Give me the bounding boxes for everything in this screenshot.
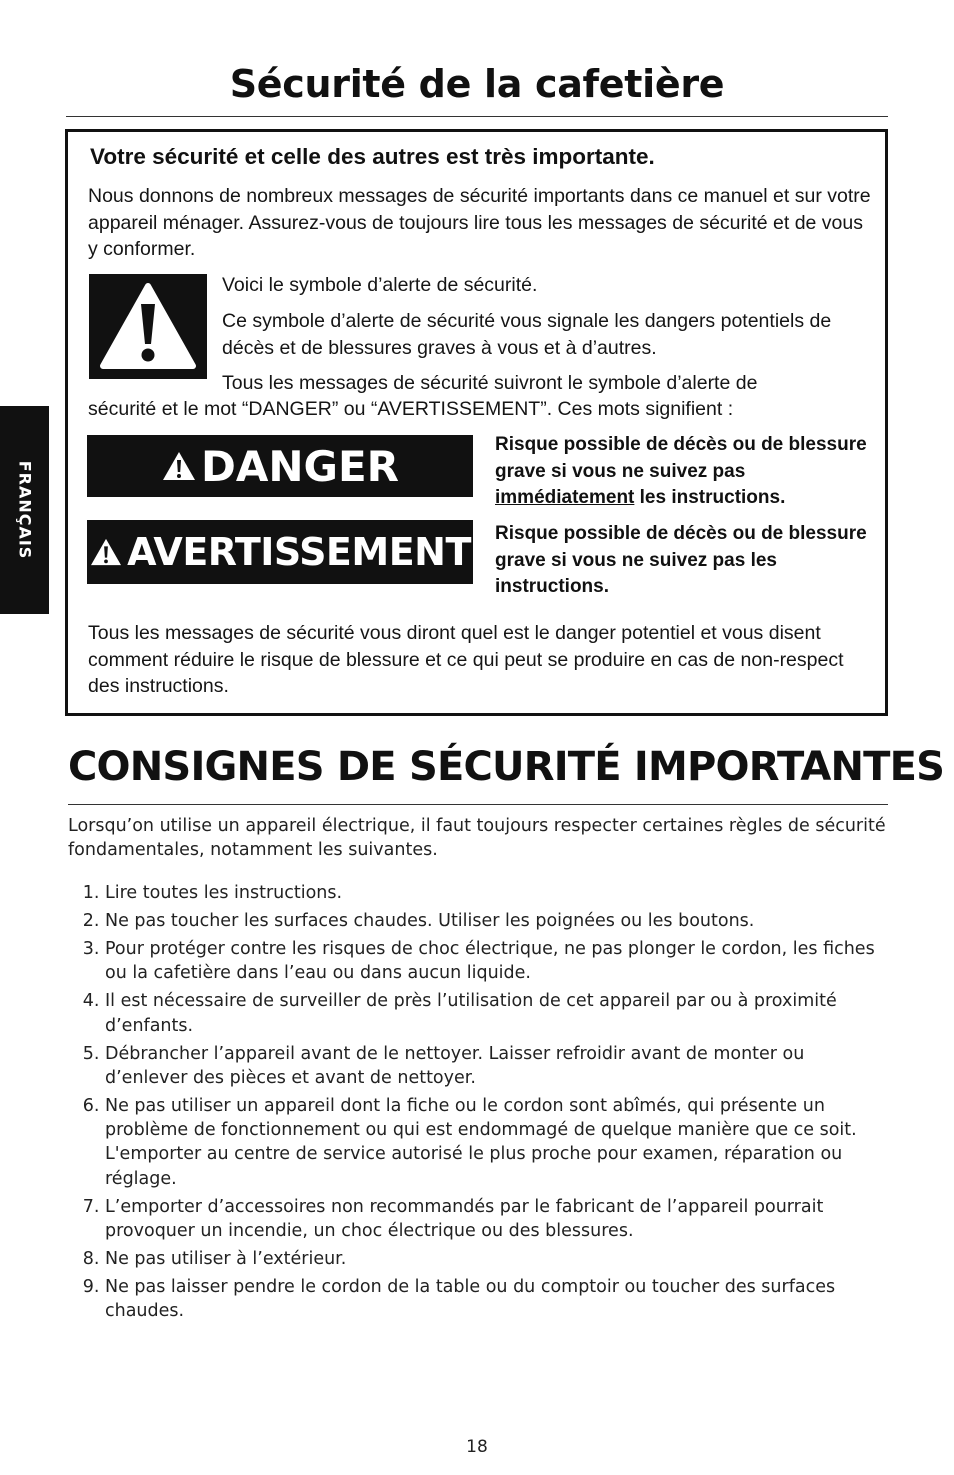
list-item: 4. Il est nécessaire de surveiller de près l’utilisation de cet appareil par ou à proximité d’enfants. xyxy=(82,991,837,1036)
section-divider xyxy=(68,804,888,805)
safety-box-footer: Tous les messages de sécurité vous diront quel est le danger potentiel et vous disent comment réduire le risque de blessure et ce qui peut se produire en cas de non-respect des instructions. xyxy=(88,622,844,697)
danger-signal-label xyxy=(87,435,473,497)
page-title: Sécurité de la cafetière xyxy=(229,62,725,106)
section-title: CONSIGNES DE SÉCURITÉ IMPORTANTES xyxy=(68,744,945,790)
danger-description: Risque possible de décès ou de blessure grave si vous ne suivez pas immédiatement les instructions. xyxy=(495,434,867,508)
list-item: 2. Ne pas toucher les surfaces chaudes. Utiliser les poignées ou les boutons. xyxy=(82,910,755,931)
section-intro: Lorsqu’on utilise un appareil électrique, il faut toujours respecter certaines règles de sécurité fondamentales, notamment les suivantes. xyxy=(68,816,886,861)
symbol-description-3a: Tous les messages de sécurité suivront le symbole d’alerte de xyxy=(222,372,758,394)
danger-label-text: DANGER xyxy=(200,441,400,491)
symbol-description-1: Voici le symbole d’alerte de sécurité. xyxy=(222,274,538,296)
list-item: 9. Ne pas laisser pendre le cordon de la table ou du comptoir ou toucher des surfaces chaudes. xyxy=(82,1276,836,1322)
safety-box-heading: Votre sécurité et celle des autres est très importante. xyxy=(90,144,655,169)
list-item: 8. Ne pas utiliser à l’extérieur. xyxy=(82,1248,347,1269)
warning-signal-label xyxy=(87,520,473,584)
list-item: 5. Débrancher l’appareil avant de le nettoyer. Laisser refroidir avant de monter ou d’enlever des pièces et avant de nettoyer. xyxy=(82,1043,805,1088)
list-item: 7. L’emporter d’accessoires non recommandés par le fabricant de l’appareil pourrait provoquer un incendie, un choc électrique ou des blessures. xyxy=(82,1196,824,1241)
warning-label-text: AVERTISSEMENT xyxy=(127,530,471,574)
list-item: 3. Pour protéger contre les risques de choc électrique, ne pas plonger le cordon, les fiches ou la cafetière dans l’eau ou dans aucun liquide. xyxy=(82,938,875,984)
language-tab-label: FRANÇAIS xyxy=(15,460,34,560)
instruction-list xyxy=(68,881,890,1327)
symbol-description-2: Ce symbole d’alerte de sécurité vous signale les dangers potentiels de décès et de blessures graves à vous et à d’autres. xyxy=(222,310,832,359)
symbol-description-3b: sécurité et le mot “DANGER” ou “AVERTISSEMENT”. Ces mots signifient : xyxy=(88,398,734,420)
safety-alert-icon xyxy=(89,274,207,379)
list-item: 6. Ne pas utiliser un appareil dont la fiche ou le cordon sont abîmés, qui présente un problème de fonctionnement ou qui est endommagé de quelque manière que ce soit. L'emporter au centre de service autorisé le plus proche pour examen, réparation ou réglage. xyxy=(82,1095,857,1189)
language-tab xyxy=(0,406,49,614)
list-item: 1. Lire toutes les instructions. xyxy=(82,883,343,903)
danger-warning-icon xyxy=(161,450,197,482)
warning-description: Risque possible de décès ou de blessure grave si vous ne suivez pas les instructions. xyxy=(495,523,867,597)
warning-triangle-icon xyxy=(89,537,123,567)
danger-emphasis: immédiatement xyxy=(495,487,635,508)
safety-intro-text: Nous donnons de nombreux messages de sécurité importants dans ce manuel et sur votre appareil ménager. Assurez-vous de toujours lire tous les messages de sécurité et de vous y conformer. xyxy=(88,185,871,260)
page-number: 18 xyxy=(466,1437,488,1457)
title-divider xyxy=(66,116,888,117)
